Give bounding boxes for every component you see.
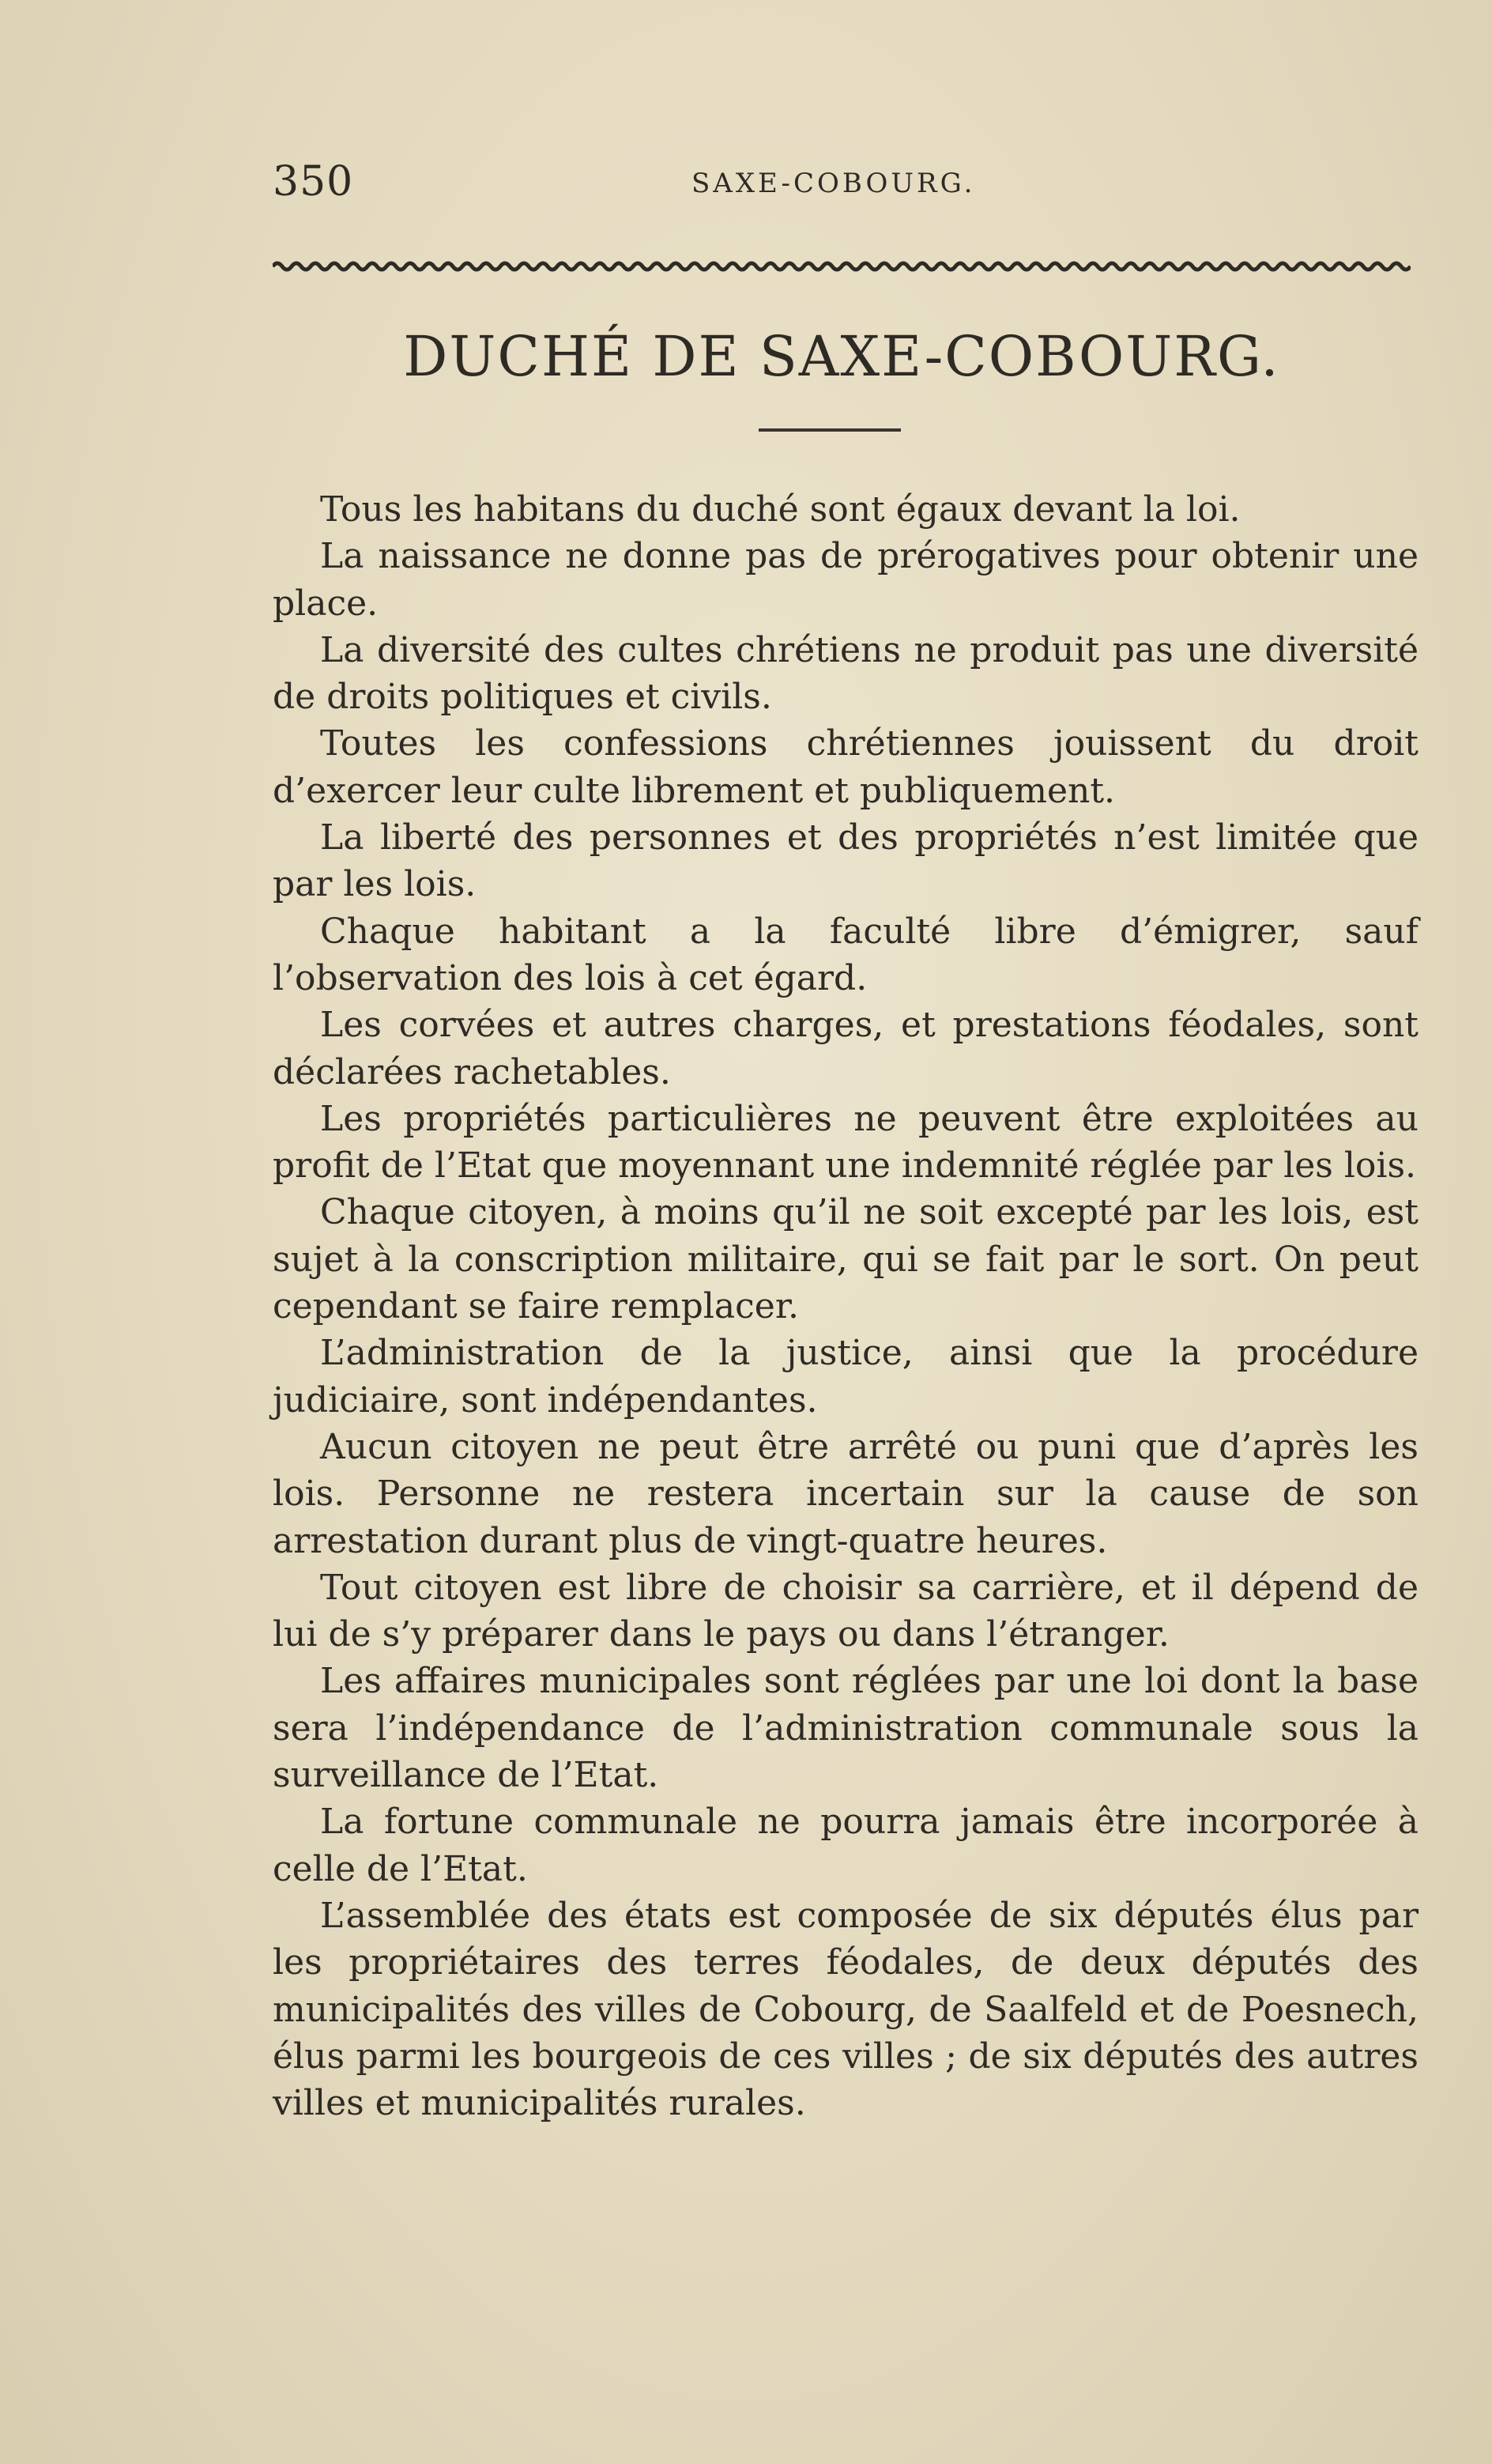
paragraph-municipal-affairs: Les affaires municipales sont réglées par une loi dont la base sera l’indépendance de l’administration communale sous la surveillance de l’Etat. xyxy=(273,1661,1419,1796)
paragraph-career: Tout citoyen est libre de choisir sa carrière, et il dépend de lui de s’y préparer dans le pays ou dans l’étranger. xyxy=(273,1567,1419,1655)
ornamental-wavy-rule xyxy=(273,259,1411,274)
paragraph-christian-cults: La diversité des cultes chrétiens ne produit pas une diversité de droits politiques et civils. xyxy=(273,629,1419,718)
title-divider-rule xyxy=(759,428,901,432)
body-text xyxy=(273,486,1419,2126)
paragraph-emigration: Chaque habitant a la faculté libre d’émigrer, sauf l’observation des lois à cet égard. xyxy=(273,911,1419,998)
paragraph-communal-fortune: La fortune communale ne pourra jamais être incorporée à celle de l’Etat. xyxy=(273,1802,1419,1889)
paragraph-equality: Tous les habitans du duché sont égaux devant la loi. xyxy=(320,489,1241,530)
chapter-title: DUCHÉ DE SAXE-COBOURG. xyxy=(403,324,1280,389)
paragraph-arrest: Aucun citoyen ne peut être arrêté ou puni que d’après les lois. Personne ne restera incertain sur la cause de son arrestation durant plus de vingt-quatre heures. xyxy=(273,1426,1419,1561)
paragraph-liberty: La liberté des personnes et des propriétés n’est limitée que par les lois. xyxy=(273,817,1419,905)
paragraph-birth-prerogatives: La naissance ne donne pas de prérogatives pour obtenir une place. xyxy=(273,536,1419,624)
paragraph-confessions: Toutes les confessions chrétiennes jouissent du droit d’exercer leur culte librement et publiquement. xyxy=(273,723,1419,811)
running-head xyxy=(273,158,1411,206)
paragraph-conscription: Chaque citoyen, à moins qu’il ne soit excepté par les lois, est sujet à la conscription militaire, qui se fait par le sort. On peut cependant se faire remplacer. xyxy=(273,1192,1419,1327)
paragraph-assembly: L’assemblée des états est composée de six députés élus par les propriétaires des terres féodales, de deux députés des municipalités des villes de Cobourg, de Saalfeld et de Poesnech, élus parmi les bourgeois de ces villes ; de six députés des autres villes et municipalités rurales. xyxy=(273,1895,1419,2124)
paragraph-corvees: Les corvées et autres charges, et prestations féodales, sont déclarées rachetables. xyxy=(273,1005,1419,1092)
running-title: SAXE-COBOURG. xyxy=(691,168,976,199)
page-number: 350 xyxy=(273,158,354,206)
paragraph-private-property: Les propriétés particulières ne peuvent être exploitées au profit de l’Etat que moyennant une indemnité réglée par les lois. xyxy=(273,1098,1419,1187)
paragraph-justice: L’administration de la justice, ainsi que la procédure judiciaire, sont indépendantes. xyxy=(273,1333,1419,1421)
